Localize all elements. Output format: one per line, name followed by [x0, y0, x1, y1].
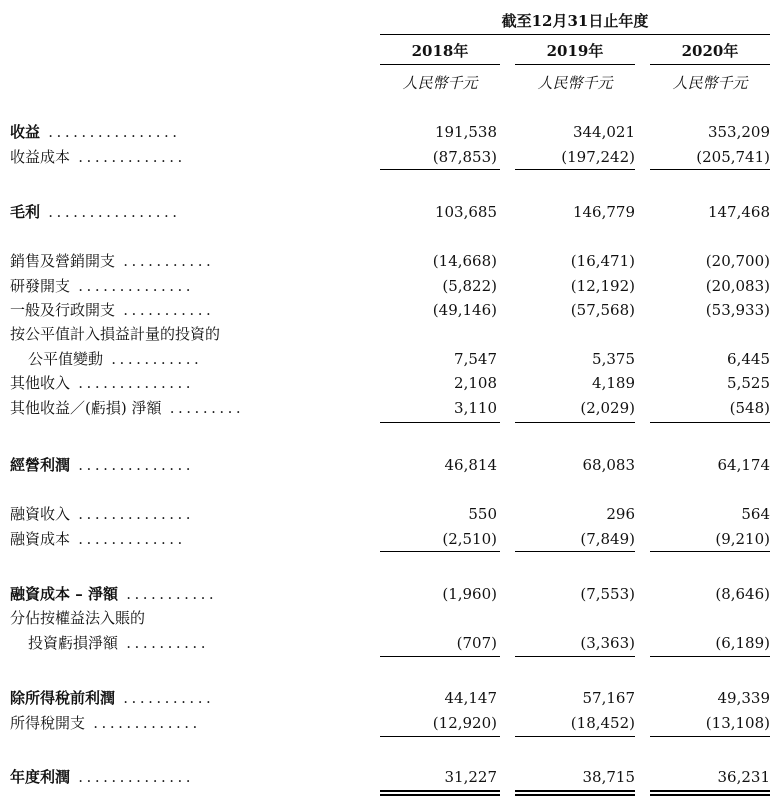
- row-value-2020: 5,525: [727, 374, 770, 392]
- row-value-2018: (12,920): [432, 714, 497, 732]
- row-label: 按公平值計入損益計量的投資的: [10, 325, 221, 343]
- subtotal-rule-expenses-2020: [650, 422, 770, 423]
- table-row: [0, 274, 776, 298]
- row-label: 一般及行政開支 ...........: [10, 301, 215, 319]
- row-value-2019: (16,471): [570, 252, 635, 270]
- table-row: [0, 145, 776, 169]
- subtotal-rule-revenue-2020: [650, 169, 770, 170]
- subtotal-rule-finance-2019: [515, 551, 635, 552]
- row-value-2018: (707): [456, 634, 497, 652]
- row-value-2018: (2,510): [442, 530, 497, 548]
- row-label: 經營利潤 ..............: [10, 456, 195, 474]
- row-label: 所得稅開支 .............: [10, 714, 201, 732]
- row-value-2018: (5,822): [442, 277, 497, 295]
- subtotal-rule-finance-2018: [380, 551, 500, 552]
- year-rule-2020: [650, 64, 770, 65]
- row-value-2018: (1,960): [442, 585, 497, 603]
- leader-dots: ...........: [115, 252, 215, 270]
- leader-dots: ..............: [70, 505, 195, 523]
- subtotal-rule-tax-2020: [650, 736, 770, 737]
- row-value-2020: 36,231: [717, 768, 770, 786]
- leader-dots: ..............: [70, 456, 195, 474]
- table-row: [0, 322, 776, 346]
- row-value-2019: 4,189: [592, 374, 635, 392]
- row-label: 除所得稅前利潤 ...........: [10, 689, 215, 707]
- row-value-2019: (18,452): [570, 714, 635, 732]
- leader-dots: ................: [40, 203, 181, 221]
- subtotal-rule-tax-2018: [380, 736, 500, 737]
- row-value-2020: 353,209: [707, 123, 770, 141]
- year-header-2019: 2019年: [546, 42, 604, 60]
- leader-dots: .............: [85, 714, 201, 732]
- year-header-2020: 2020年: [681, 42, 739, 60]
- row-value-2019: (7,553): [580, 585, 635, 603]
- row-value-2019: 57,167: [582, 689, 635, 707]
- row-value-2020: 6,445: [727, 350, 770, 368]
- row-value-2019: 146,779: [572, 203, 635, 221]
- row-value-2018: 31,227: [444, 768, 497, 786]
- table-row: [0, 527, 776, 551]
- table-row: [0, 453, 776, 477]
- leader-dots: ...........: [115, 689, 215, 707]
- year-header-2018: 2018年: [411, 42, 469, 60]
- row-label: 融資收入 ..............: [10, 505, 195, 523]
- row-value-2018: 46,814: [444, 456, 497, 474]
- table-row: [0, 765, 776, 789]
- subtotal-rule-tax-2019: [515, 736, 635, 737]
- row-value-2019: 296: [606, 505, 635, 523]
- row-label: 年度利潤 ..............: [10, 768, 195, 786]
- row-value-2020: 147,468: [707, 203, 770, 221]
- table-row: [0, 249, 776, 273]
- leader-dots: .............: [70, 148, 186, 166]
- table-row: [0, 298, 776, 322]
- row-value-2018: (49,146): [432, 301, 497, 319]
- row-label: 分佔按權益法入賬的: [10, 609, 146, 627]
- row-label: 收益 ................: [10, 123, 181, 141]
- table-row: [0, 502, 776, 526]
- unit-2020: 人民幣千元: [672, 74, 748, 92]
- leader-dots: ..............: [70, 768, 195, 786]
- row-value-2019: 344,021: [572, 123, 635, 141]
- row-label: 融資成本 – 淨額 ...........: [10, 585, 218, 603]
- leader-dots: ................: [40, 123, 181, 141]
- year-rule-2019: [515, 64, 635, 65]
- row-value-2019: (57,568): [570, 301, 635, 319]
- unit-2019: 人民幣千元: [537, 74, 613, 92]
- row-value-2020: (13,108): [705, 714, 770, 732]
- row-value-2018: 44,147: [444, 689, 497, 707]
- leader-dots: ...........: [115, 301, 215, 319]
- row-value-2019: (3,363): [580, 634, 635, 652]
- subtotal-rule-expenses-2019: [515, 422, 635, 423]
- total-double-rule-2018: [380, 790, 500, 796]
- table-row: [0, 631, 776, 655]
- row-value-2020: 564: [741, 505, 770, 523]
- row-value-2020: (20,083): [705, 277, 770, 295]
- total-double-rule-2019: [515, 790, 635, 796]
- table-row: [0, 371, 776, 395]
- row-value-2019: 38,715: [582, 768, 635, 786]
- row-value-2020: (8,646): [715, 585, 770, 603]
- row-label: 公平值變動 ...........: [28, 350, 203, 368]
- row-label: 銷售及營銷開支 ...........: [10, 252, 215, 270]
- row-value-2019: 5,375: [592, 350, 635, 368]
- subtotal-rule-associates-2018: [380, 656, 500, 657]
- unit-2018: 人民幣千元: [402, 74, 478, 92]
- row-value-2018: (87,853): [432, 148, 497, 166]
- row-label: 投資虧損淨額 ..........: [28, 634, 209, 652]
- table-row: [0, 686, 776, 710]
- leader-dots: ..............: [70, 277, 195, 295]
- subtotal-rule-finance-2020: [650, 551, 770, 552]
- row-label: 收益成本 .............: [10, 148, 186, 166]
- table-row: [0, 582, 776, 606]
- row-label: 毛利 ................: [10, 203, 181, 221]
- row-value-2018: 191,538: [434, 123, 497, 141]
- table-row: [0, 711, 776, 735]
- row-label: 其他收入 ..............: [10, 374, 195, 392]
- row-value-2020: (9,210): [715, 530, 770, 548]
- subtotal-rule-associates-2020: [650, 656, 770, 657]
- row-value-2020: (548): [729, 399, 770, 417]
- leader-dots: .........: [161, 399, 245, 417]
- row-value-2020: (20,700): [705, 252, 770, 270]
- row-value-2018: (14,668): [432, 252, 497, 270]
- table-row: [0, 396, 776, 420]
- table-row: [0, 200, 776, 224]
- row-value-2019: 68,083: [582, 456, 635, 474]
- subtotal-rule-revenue-2019: [515, 169, 635, 170]
- year-rule-2018: [380, 64, 500, 65]
- table-row: [0, 120, 776, 144]
- row-value-2019: (2,029): [580, 399, 635, 417]
- row-value-2018: 103,685: [434, 203, 497, 221]
- row-value-2018: 3,110: [454, 399, 497, 417]
- leader-dots: .............: [70, 530, 186, 548]
- row-label: 融資成本 .............: [10, 530, 186, 548]
- row-value-2018: 550: [468, 505, 497, 523]
- leader-dots: ...........: [117, 585, 218, 603]
- subtotal-rule-expenses-2018: [380, 422, 500, 423]
- row-value-2019: (197,242): [561, 148, 635, 166]
- subtotal-rule-revenue-2018: [380, 169, 500, 170]
- row-value-2018: 7,547: [454, 350, 497, 368]
- leader-dots: ..........: [118, 634, 209, 652]
- period-title: 截至12月31日止年度: [501, 12, 649, 30]
- leader-dots: ...........: [103, 350, 203, 368]
- row-value-2018: 2,108: [454, 374, 497, 392]
- subtotal-rule-associates-2019: [515, 656, 635, 657]
- leader-dots: ..............: [70, 374, 195, 392]
- row-label: 其他收益／(虧損) 淨額 .........: [10, 399, 245, 417]
- row-value-2020: (53,933): [705, 301, 770, 319]
- table-row: [0, 606, 776, 630]
- row-label: 研發開支 ..............: [10, 277, 195, 295]
- row-value-2020: (205,741): [696, 148, 770, 166]
- period-title-rule: [380, 34, 770, 35]
- table-row: [0, 347, 776, 371]
- row-value-2020: 64,174: [717, 456, 770, 474]
- row-value-2019: (7,849): [580, 530, 635, 548]
- row-value-2020: 49,339: [717, 689, 770, 707]
- row-value-2019: (12,192): [570, 277, 635, 295]
- row-value-2020: (6,189): [715, 634, 770, 652]
- total-double-rule-2020: [650, 790, 770, 796]
